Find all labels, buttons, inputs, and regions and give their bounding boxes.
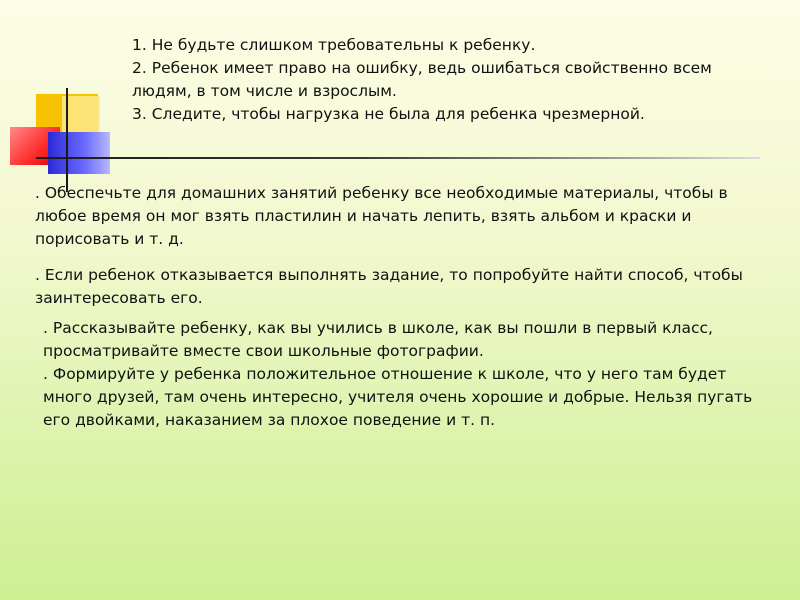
body-paragraph-materials xyxy=(35,182,775,251)
paragraph-text: . Формируйте у ребенка положительное отношение к школе, что у него там будет много друзей, там очень интересно, учителя очень хорошие и добрые. Нельзя пугать его двойками, наказанием за плохое поведение и т. п. xyxy=(43,365,753,429)
body-paragraphs-school xyxy=(43,317,775,432)
vertical-divider-line xyxy=(66,88,68,192)
paragraph-text: . Если ребенок отказывается выполнять задание, то попробуйте найти способ, чтобы заинтересовать его. xyxy=(35,266,743,307)
horizontal-divider-line xyxy=(36,157,760,159)
paragraph-text: . Обеспечьте для домашних занятий ребенку все необходимые материалы, чтобы в любое время он мог взять пластилин и начать лепить, взять альбом и краски и порисовать и т. д. xyxy=(35,184,728,248)
paragraph-text: . Рассказывайте ребенку, как вы учились в школе, как вы пошли в первый класс, просматривайте вместе свои школьные фотографии. xyxy=(43,319,713,360)
tip-3: 3. Следите, чтобы нагрузка не была для ребенка чрезмерной. xyxy=(132,105,645,123)
body-paragraph-interest xyxy=(35,264,775,310)
tip-2: 2. Ребенок имеет право на ошибку, ведь ошибаться свойственно всем людям, в том числе и взрослым. xyxy=(132,59,712,100)
tip-1: 1. Не будьте слишком требовательны к ребенку. xyxy=(132,36,536,54)
header-tips-list xyxy=(132,34,772,126)
blue-square-decoration xyxy=(48,132,110,174)
